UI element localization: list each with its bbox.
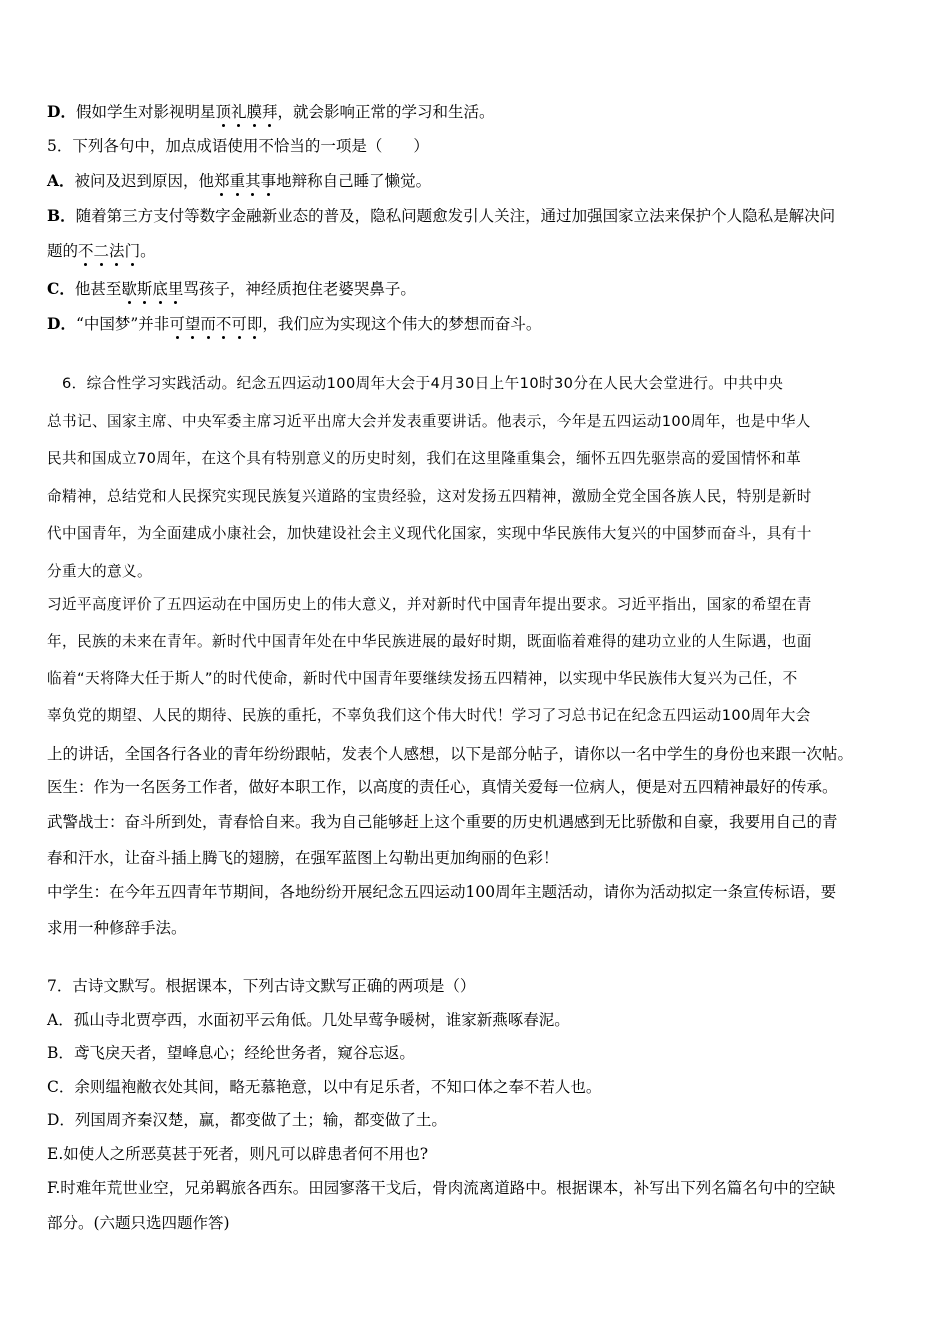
q6-paragraph-line: 习近平高度评价了五四运动在中国历史上的伟大意义，并对新时代中国青年提出要求。习近平指出，国家的希望在青 [47,596,812,613]
option-label: A． [47,171,75,190]
dotted-idiom [169,315,262,333]
dotted-char: 礼 [230,103,247,121]
option-text: 骂孩子，神经质抱住老婆哭鼻子。 [183,280,416,298]
dotted-char: 二 [93,242,110,260]
dotted-char: 可 [231,315,247,333]
q6-paragraph-line: 民共和国成立70周年，在这个具有特别意义的历史时刻，我们在这里隆重集会，缅怀五四先驱崇高的爱国情怀和革 [47,450,802,467]
dotted-char: 门 [124,242,141,260]
option-text: ，我们应为实现这个伟大的梦想而奋斗。 [262,315,542,333]
q6-paragraph-line: 分重大的意义。 [47,563,152,580]
option-text: 他甚至 [74,280,122,298]
dotted-char: 可 [169,315,185,333]
q6-paragraph-line: 临着“天将降大任于斯人”的时代使命，新时代中国青年要继续发扬五四精神，以实现中华民族伟大复兴为己任，不 [47,670,798,687]
option-label: D． [47,102,76,121]
option-label: C． [47,279,75,298]
q6-paragraph-line: 命精神，总结党和人民探究实现民族复兴道路的宝贵经验，这对发扬五四精神，激励全党全国各族人民，特别是新时 [47,488,812,505]
q6-paragraph-line: 6．综合性学习实践活动。纪念五四运动100周年大会于4月30日上午10时30分在人民大会堂进行。中共中央 [47,375,784,392]
option-text: 随着第三方支付等数字金融新业态的普及，隐私问题愈发引人关注，通过加强国家立法来保护个人隐私是解决问 [75,207,836,225]
dotted-char: 斯 [136,280,153,298]
dotted-char: 膜 [246,103,263,121]
q7-note: 部分。(六题只选四题作答) [47,1214,230,1232]
option-text: 地辩称自己睡了懒觉。 [276,172,432,190]
q6-paragraph-line: 上的讲话，全国各行各业的青年纷纷跟帖，发表个人感想，以下是部分帖子，请你以一名中学生的身份也来跟一次帖。 [47,745,854,763]
q7-option-c: C．余则缊袍敝衣处其间，略无慕艳意，以中有足乐者，不知口体之奉不若人也。 [47,1078,602,1096]
q7-option-a: A．孤山寺北贾亭西，水面初平云角低。几处早莺争暖树，谁家新燕啄春泥。 [47,1011,570,1029]
dotted-idiom [121,280,183,298]
q6-paragraph-line: 代中国青年，为全面建成小康社会，加快建设社会主义现代化国家，实现中华民族伟大复兴的中国梦而奋斗，具有十 [47,525,812,542]
q7-option-b: B．鸢飞戾天者，望峰息心；经纶世务者，窥谷忘返。 [47,1044,415,1062]
dotted-char: 不 [215,315,232,333]
q6-post-student-cont: 求用一种修辞手法。 [47,919,187,937]
dotted-char: 望 [184,315,201,333]
option-label: D． [47,314,76,333]
q5-option-b-cont [47,244,156,260]
dotted-char: 歇 [121,280,137,298]
q5-option-d [47,316,541,333]
q6-paragraph-line: 年，民族的未来在青年。新时代中国青年处在中华民族进展的最好时期，既面临着难得的建功立业的人生际遇，也面 [47,633,812,650]
dotted-char: 法 [109,242,125,260]
q5-option-b [47,208,835,225]
q5-stem: 5．下列各句中，加点成语使用不恰当的一项是（ ） [47,137,429,155]
q5-option-a [47,173,431,190]
option-label: B． [47,206,76,225]
q6-post-soldier: 武警战士：奋斗所到处，青春恰自来。我为自己能够赶上这个重要的历史机遇感到无比骄傲和自豪，我要用自己的青 [47,813,838,831]
q7-option-d: D．列国周齐秦汉楚，赢，都变做了土；输，都变做了土。 [47,1111,447,1129]
q7-stem-text: ） [459,977,476,995]
q5-option-c [47,281,416,298]
dotted-char: 其 [245,172,261,190]
dotted-char: 拜 [262,103,278,121]
q6-paragraph-line: 总书记、国家主席、中央军委主席习近平出席大会并发表重要讲话。他表示，今年是五四运动100周年，也是中华人 [47,413,811,430]
dotted-char: 事 [260,172,277,190]
q7-option-f: F.时难年荒世业空，兄弟羁旅各西东。田园寥落干戈后，骨肉流离道路中。根据课本，补写出下列名篇名句中的空缺 [47,1179,836,1197]
q7-stem-text: 7．古诗文默写。根据课本，下列古诗文默写正确的两项是（ [47,977,460,995]
dotted-char: 底 [152,280,168,298]
dotted-idiom [78,242,140,260]
option-text: 被问及迟到原因，他 [74,172,215,190]
option-text: 题的 [47,242,79,260]
q6-post-soldier-cont: 春和汗水，让奋斗插上腾飞的翅膀，在强军蓝图上勾勒出更加绚丽的色彩！ [47,849,559,867]
q7-stem [47,979,475,995]
dotted-idiom [215,103,277,121]
q6-paragraph-line: 辜负党的期望、人民的期待、民族的重托，不辜负我们这个伟大时代！学习了习总书记在纪念五四运动100周年大会 [47,707,811,724]
q6-post-student: 中学生：在今年五四青年节期间，各地纷纷开展纪念五四运动100周年主题活动，请你为活动拟定一条宣传标语，要 [47,883,837,901]
option-text: ，就会影响正常的学习和生活。 [277,103,495,121]
q4-option-d [47,104,495,121]
dotted-char: 重 [229,172,246,190]
option-text: 。 [140,242,156,260]
dotted-char: 顶 [215,103,231,121]
dotted-char: 郑 [214,172,230,190]
dotted-char: 里 [167,280,184,298]
dotted-char: 不 [78,242,94,260]
dotted-idiom [214,172,276,190]
dotted-char: 即 [246,315,263,333]
q6-post-doctor: 医生：作为一名医务工作者，做好本职工作，以高度的责任心，真情关爱每一位病人，便是对五四精神最好的传承。 [47,778,838,796]
option-text: “中国梦”并非 [75,315,170,333]
q7-option-e: E.如使人之所恶莫甚于死者，则凡可以辟患者何不用也? [47,1145,429,1163]
dotted-char: 而 [200,315,216,333]
option-text: 假如学生对影视明星 [75,103,216,121]
